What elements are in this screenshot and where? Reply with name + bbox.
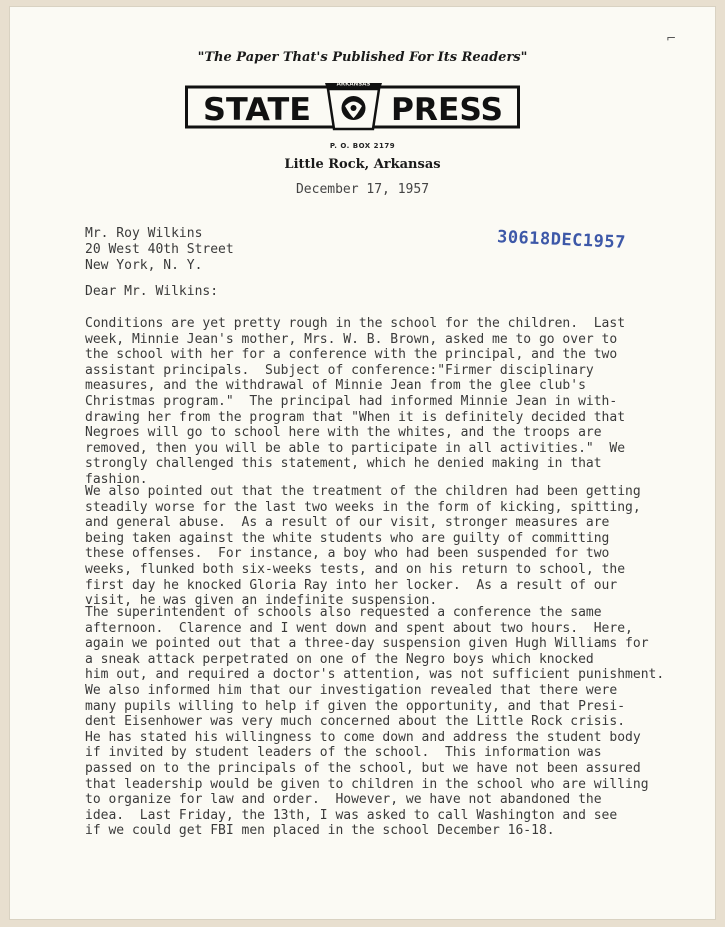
text-line: We also pointed out that the treatment of the children had been getting — [85, 484, 641, 499]
text-line: that leadership would be given to children in the school who are willing — [85, 776, 649, 792]
text-line: idea. Last Friday, the 13th, I was asked to call Washington and see — [85, 807, 618, 823]
text-line: fashion. — [85, 471, 148, 487]
text-line: again we pointed out that a three-day suspension given Hugh Williams for — [85, 636, 649, 652]
masthead-right-text: PRESS — [391, 92, 503, 128]
pen-mark: ⌐ — [666, 31, 677, 45]
address-line: New York, N. Y. — [85, 258, 203, 273]
masthead-left-text: STATE — [203, 92, 311, 128]
paragraph-3 — [85, 605, 664, 839]
po-box: P. O. BOX 2179 — [329, 142, 396, 150]
text-line: drawing her from the program that "When it is definitely decided that — [85, 409, 626, 425]
text-line: He has stated his willingness to come down and address the student body — [85, 729, 641, 745]
text-line: removed, then you will be able to participate in all activities." We — [85, 440, 626, 456]
text-line: the school with her for a conference with the principal, and the two — [85, 347, 618, 363]
letterhead-tagline: "The Paper That's Published For Its Readers" — [197, 50, 528, 65]
keystone-emblem — [325, 83, 382, 129]
text-line: dent Eisenhower was very much concerned about the Little Rock crisis. — [85, 714, 626, 730]
text-line: We also informed him that our investigation revealed that there were — [85, 682, 618, 698]
text-line: Christmas program." The principal had informed Minnie Jean in with- — [85, 393, 618, 409]
letterhead-city: Little Rock, Arkansas — [284, 157, 441, 172]
text-line: afternoon. Clarence and I went down and spent about two hours. Here, — [85, 620, 633, 636]
text-line: passed on to the principals of the school, but we have not been assured — [85, 760, 641, 776]
text-line: Conditions are yet pretty rough in the school for the children. Last — [85, 316, 626, 331]
paragraph-1 — [85, 316, 625, 488]
text-line: steadily worse for the last two weeks in the form of kicking, spitting, — [85, 499, 641, 515]
text-line: assistant principals. Subject of conference:"Firmer disciplinary — [85, 362, 594, 378]
address-line: 20 West 40th Street — [85, 242, 234, 257]
received-date-stamp: 30618DEC1957 — [496, 227, 627, 253]
text-line: strongly challenged this statement, which he denied making in that — [85, 456, 602, 472]
salutation: Dear Mr. Wilkins: — [85, 284, 219, 299]
masthead-center-text: ARKANSAS — [336, 81, 371, 88]
text-line: Negroes will go to school here with the whites, and the troops are — [85, 425, 602, 441]
recipient-address — [85, 226, 234, 274]
paragraph-2 — [85, 484, 641, 609]
address-line: Mr. Roy Wilkins — [85, 226, 203, 241]
text-line: him out, and required a doctor's attention, was not sufficient punishment. — [85, 667, 665, 683]
text-line: many pupils willing to help if given the opportunity, and that Presi- — [85, 698, 626, 714]
text-line: week, Minnie Jean's mother, Mrs. W. B. Brown, asked me to go over to — [85, 331, 618, 347]
text-line: to organize for law and order. However, we have not abandoned the — [85, 792, 602, 808]
text-line: if we could get FBI men placed in the school December 16-18. — [85, 823, 555, 839]
text-line: these offenses. For instance, a boy who had been suspended for two — [85, 546, 610, 562]
text-line: first day he knocked Gloria Ray into her locker. As a result of our — [85, 577, 618, 593]
text-line: visit, he was given an indefinite suspension. — [85, 593, 438, 609]
text-line: measures, and the withdrawal of Minnie Jean from the glee club's — [85, 378, 586, 394]
text-line: weeks, flunked both six-weeks tests, and on his return to school, the — [85, 561, 626, 577]
text-line: if invited by student leaders of the school. This information was — [85, 745, 602, 761]
text-line: and general abuse. As a result of our visit, stronger measures are — [85, 515, 610, 531]
text-line: a sneak attack perpetrated on one of the Negro boys which knocked — [85, 651, 594, 667]
masthead-logo — [185, 77, 520, 133]
letter-date: December 17, 1957 — [295, 182, 430, 197]
text-line: The superintendent of schools also requested a conference the same — [85, 605, 602, 620]
text-line: being taken against the white students who are guilty of committing — [85, 530, 610, 546]
